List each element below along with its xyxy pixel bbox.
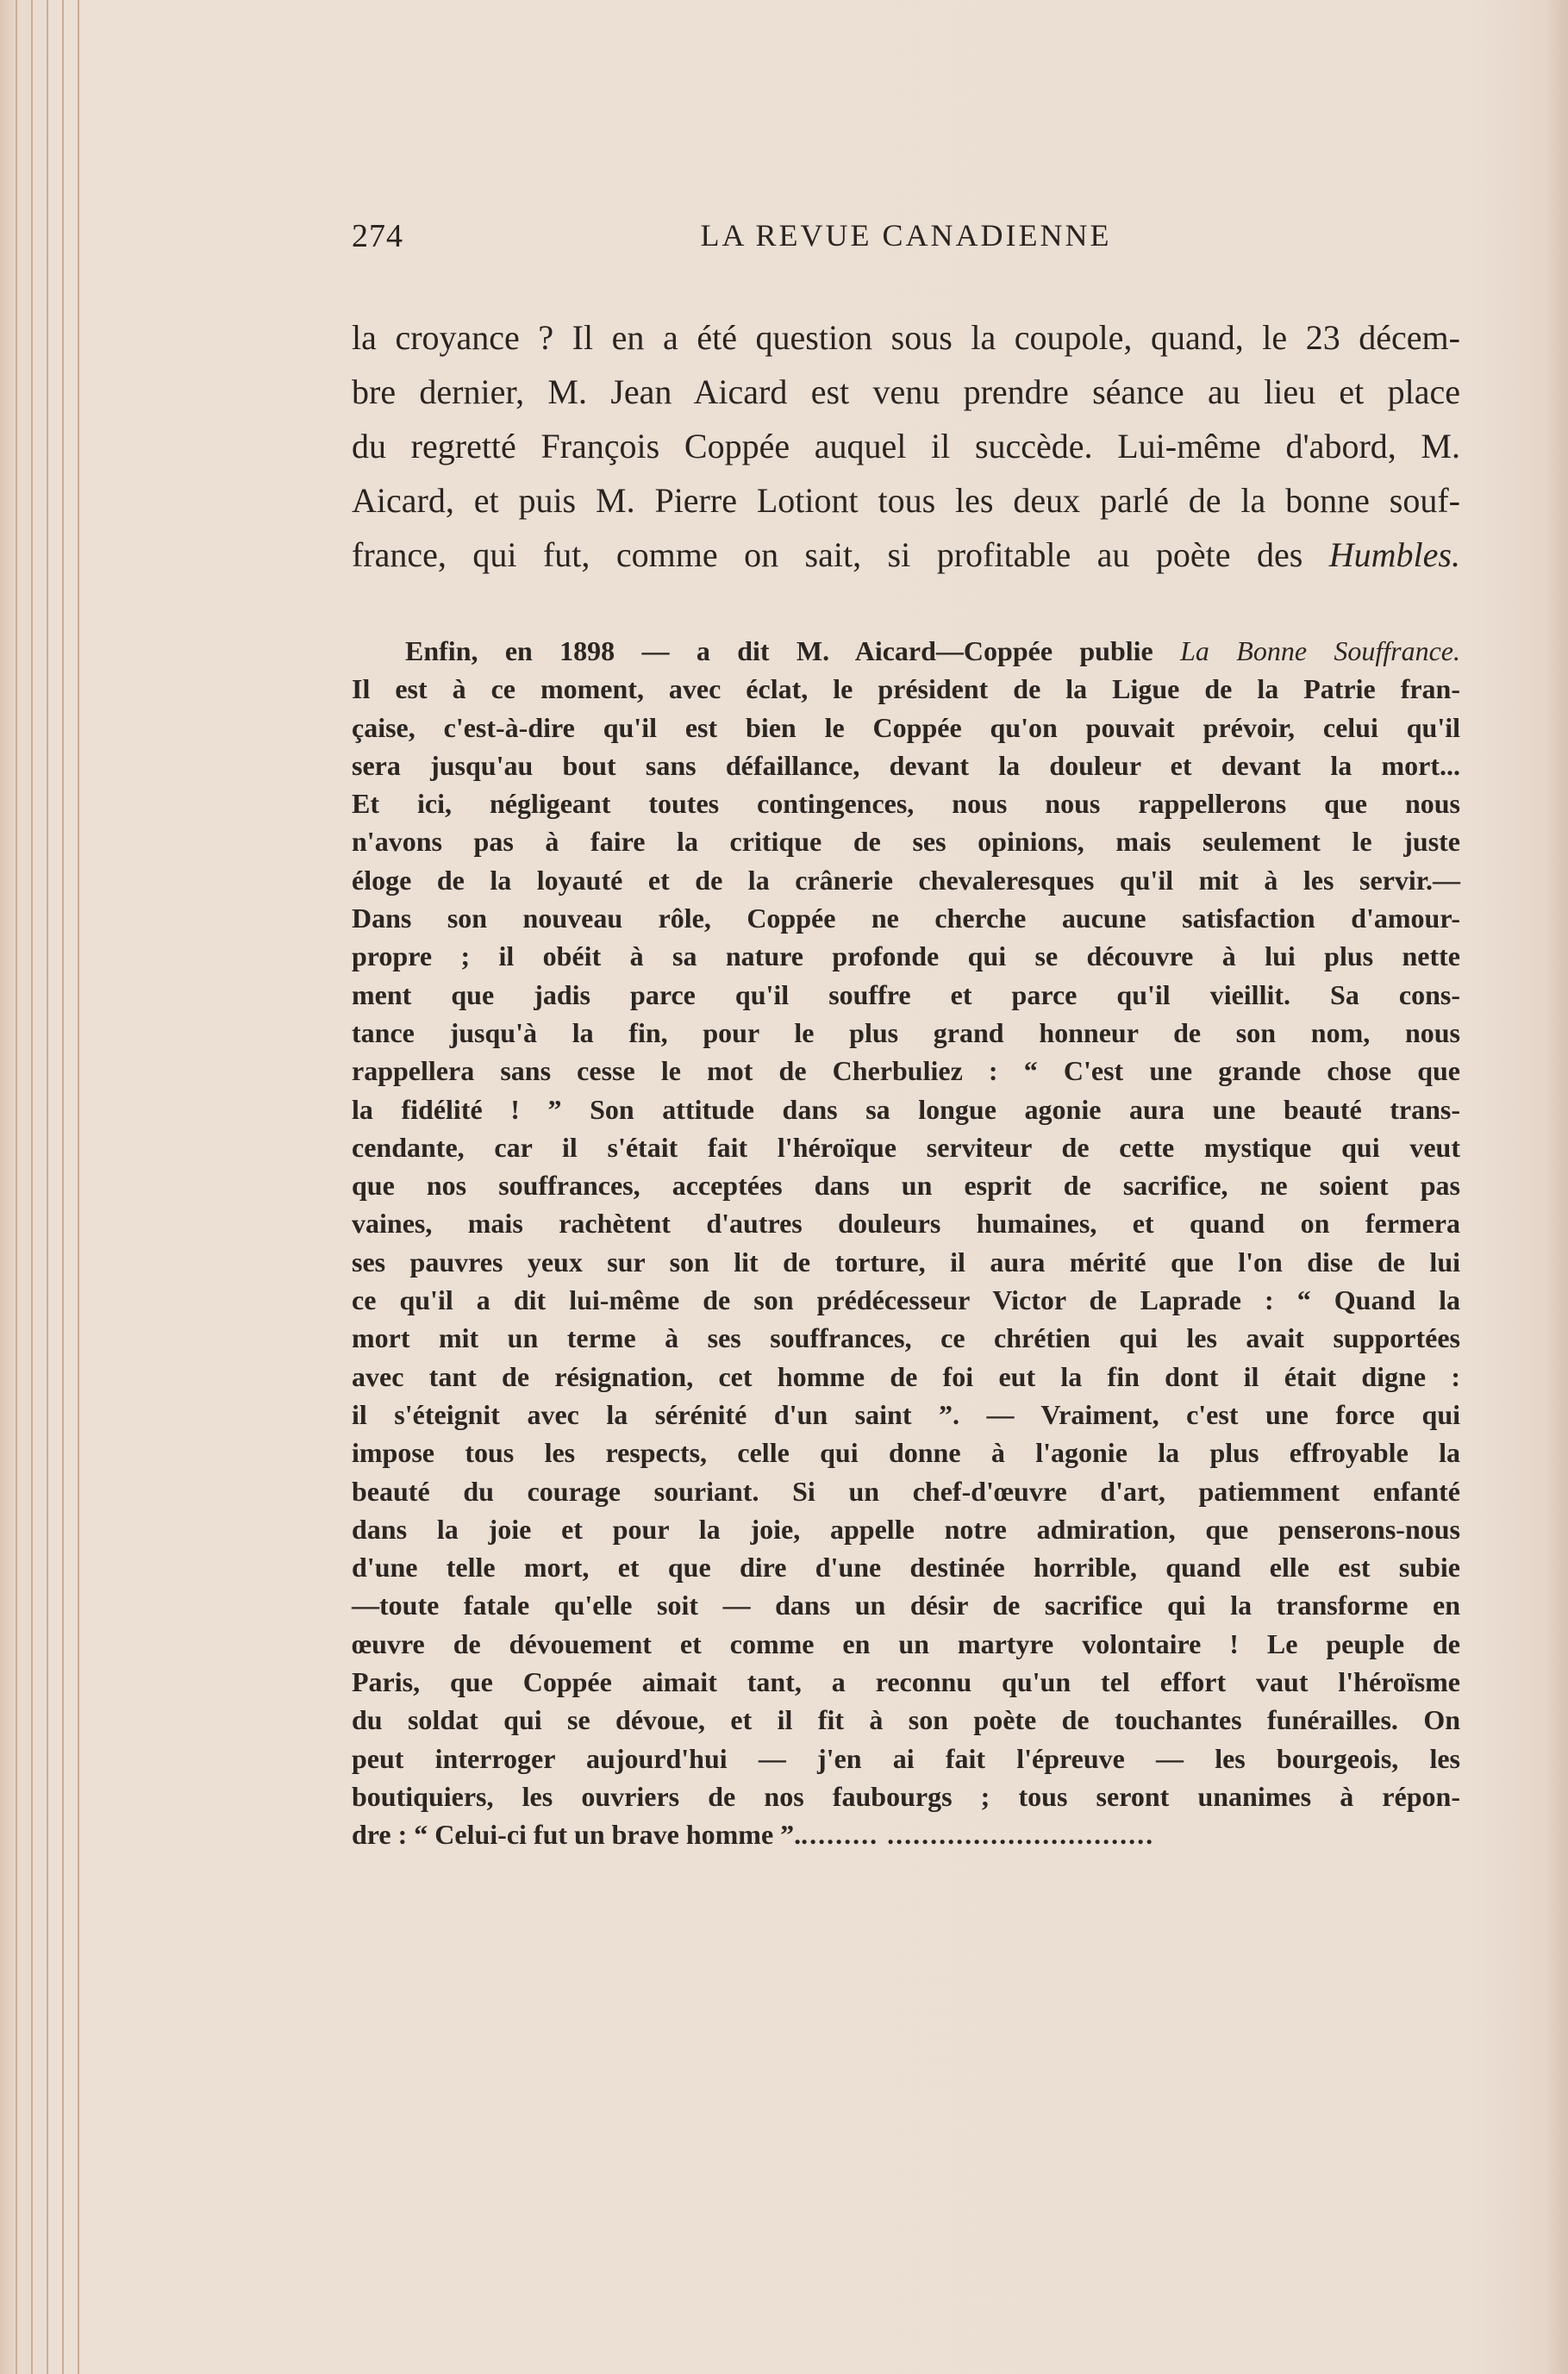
quote-line: beauté du courage souriant. Si un chef-d'œuvre d'art, patiemment enfanté [352, 1475, 1460, 1507]
text-line: la croyance ? Il en a été question sous la coupole, quand, le 23 décem- [352, 318, 1460, 357]
quote-line: rappellera sans cesse le mot de Cherbuliez : “ C'est une grande chose que [352, 1055, 1460, 1087]
page-edge [62, 0, 64, 2374]
book-title-italic: La Bonne Souffrance. [1180, 635, 1461, 666]
page-edge [78, 0, 79, 2374]
quote-line: d'une telle mort, et que dire d'une destinée horrible, quand elle est subie [352, 1552, 1460, 1584]
quote-line: Paris, que Coppée aimait tant, a reconnu qu'un tel effort vaut l'héroïsme [352, 1666, 1460, 1698]
quote-line: mort mit un terme à ses souffrances, ce chrétien qui les avait supportées [352, 1322, 1460, 1354]
quote-line: ment que jadis parce qu'il souffre et parce qu'il vieillit. Sa cons- [352, 978, 1460, 1010]
quote-line: vaines, mais rachètent d'autres douleurs humaines, et quand on fermera [352, 1208, 1460, 1240]
page-edge [31, 0, 33, 2374]
quote-line [352, 632, 1460, 670]
page-number: 274 [352, 218, 403, 254]
quote-line: peut interroger aujourd'hui — j'en ai fait l'épreuve — les bourgeois, les [352, 1742, 1460, 1774]
quote-line: ce qu'il a dit lui-même de son prédécesseur Victor de Laprade : “ Quand la [352, 1284, 1460, 1316]
running-title: LA REVUE CANADIENNE [700, 218, 1112, 253]
page-header [352, 217, 1460, 269]
text-fragment: Enfin, en 1898 — a dit M. Aicard—Coppée publie [405, 635, 1181, 666]
text-line: bre dernier, M. Jean Aicard est venu prendre séance au lieu et place [352, 372, 1460, 411]
quote-lines [352, 670, 1460, 1815]
quote-line: éloge de la loyauté et de la crânerie chevaleresques qu'il mit à les servir.— [352, 864, 1460, 896]
quote-line: œuvre de dévouement et comme en un martyre volontaire ! Le peuple de [352, 1627, 1460, 1659]
quote-line: dans la joie et pour la joie, appelle notre admiration, que penserons-nous [352, 1513, 1460, 1545]
page-edge [47, 0, 48, 2374]
text-line: du regretté François Coppée auquel il succède. Lui-même d'abord, M. [352, 427, 1460, 465]
quote-line: sera jusqu'au bout sans défaillance, devant la douleur et devant la mort... [352, 749, 1460, 781]
quote-line: impose tous les respects, celle qui donne à l'agonie la plus effroyable la [352, 1437, 1460, 1469]
quote-line: —toute fatale qu'elle soit — dans un désir de sacrifice qui la transforme en [352, 1590, 1460, 1621]
text-line [352, 528, 1460, 582]
quote-line: boutiquiers, les ouvriers de nos faubourgs ; tous seront unanimes à répon- [352, 1780, 1460, 1812]
quote-line: çaise, c'est-à-dire qu'il est bien le Coppée qu'on pouvait prévoir, celui qu'il [352, 711, 1460, 743]
quote-line: la fidélité ! ” Son attitude dans sa longue agonie aura une beauté trans- [352, 1093, 1460, 1125]
book-title-italic: Humbles. [1328, 535, 1460, 574]
quote-line [352, 1815, 1460, 1853]
quote-line: Il est à ce moment, avec éclat, le président de la Ligue de la Patrie fran- [352, 673, 1460, 705]
text-line: Aicard, et puis M. Pierre Lotiont tous les deux parlé de la bonne souf- [352, 481, 1460, 520]
quote-line: Et ici, négligeant toutes contingences, nous nous rappellerons que nous [352, 788, 1460, 820]
quote-line: n'avons pas à faire la critique de ses opinions, mais seulement le juste [352, 826, 1460, 858]
quote-line: propre ; il obéit à sa nature profonde qui se découvre à lui plus nette [352, 940, 1460, 972]
quote-line: cendante, car il s'était fait l'héroïque serviteur de cette mystique qui veut [352, 1131, 1460, 1163]
quote-line: tance jusqu'à la fin, pour le plus grand honneur de son nom, nous [352, 1016, 1460, 1048]
text-fragment: dre : “ Celui-ci fut un brave homme ”. [352, 1819, 802, 1851]
quote-line: du soldat qui se dévoue, et il fit à son poète de touchantes funérailles. On [352, 1704, 1460, 1736]
quote-line: Dans son nouveau rôle, Coppée ne cherche aucune satisfaction d'amour- [352, 903, 1460, 934]
quote-line: avec tant de résignation, cet homme de foi eut la fin dont il était digne : [352, 1360, 1460, 1392]
quote-line: ses pauvres yeux sur son lit de torture, il aura mérité que l'on dise de lui [352, 1246, 1460, 1278]
text-fragment: france, qui fut, comme on sait, si profitable au poète des [352, 535, 1329, 574]
page-edge [16, 0, 17, 2374]
leader-dots: ......... ............................... [801, 1819, 1155, 1851]
intro-paragraph [352, 310, 1460, 582]
block-quote [352, 632, 1460, 1854]
quote-line: il s'éteignit avec la sérénité d'un saint ”. — Vraiment, c'est une force qui [352, 1398, 1460, 1430]
quote-line: que nos souffrances, acceptées dans un esprit de sacrifice, ne soient pas [352, 1170, 1460, 1202]
